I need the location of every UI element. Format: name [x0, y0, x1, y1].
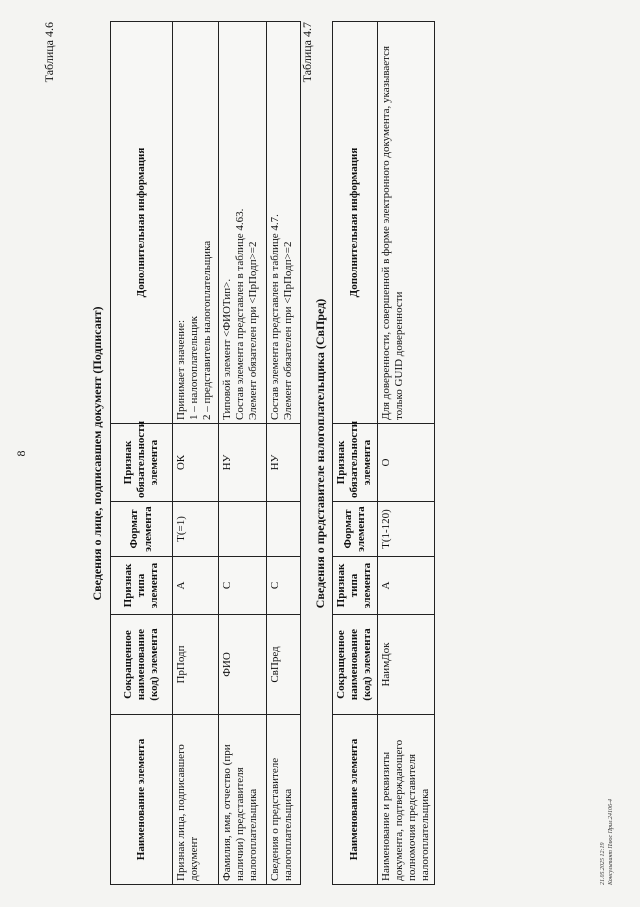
cell-type: А — [173, 557, 219, 615]
print-stamp — [600, 799, 616, 885]
header-element-name: Наименование элемента — [333, 715, 378, 885]
cell-element-name: Фамилия, имя, отчество (при наличии) представителя налогоплательщика — [219, 715, 267, 885]
cell-short-name: ПрПодп — [173, 615, 219, 715]
table-caption-4-6: Сведения о лице, подписавшем документ (Подписант) — [90, 306, 104, 601]
header-format: Формат элемента — [111, 502, 173, 557]
cell-additional-info: Типовой элемент <ФИОТип>. Состав элемента представлен в таблице 4.63. Элемент обязателен при <ПрПодп>=2 — [219, 22, 267, 424]
header-element-name: Наименование элемента — [111, 715, 173, 885]
cell-element-name: Признак лица, подписавшего документ — [173, 715, 219, 885]
stamp-date: 21.05.2025 12:19 — [600, 842, 606, 885]
cell-required: НУ — [219, 424, 267, 502]
cell-format — [219, 502, 267, 557]
table-row — [377, 22, 435, 885]
cell-type: С — [267, 557, 301, 615]
cell-additional-info: Принимает значение: 1 – налогоплательщик 2 – представитель налогоплательщика — [173, 22, 219, 424]
table-representative — [332, 21, 435, 885]
cell-element-name: Сведения о представителе налогоплательщика — [267, 715, 301, 885]
header-additional-info: Дополнительная информация — [111, 22, 173, 424]
table-label-4-6: Таблица 4.6 — [42, 22, 56, 83]
cell-required: О — [377, 424, 435, 502]
stamp-source: Консультант Плюс Прил.24106-4 — [607, 798, 614, 885]
table-signatory — [110, 21, 301, 885]
header-format: Формат элемента — [333, 502, 378, 557]
cell-short-name: НаимДок — [377, 615, 435, 715]
cell-format: T(=1) — [173, 502, 219, 557]
cell-type: А — [377, 557, 435, 615]
table-caption-4-7: Сведения о представителе налогоплательщика (СвПред) — [313, 298, 327, 609]
table-row — [219, 22, 267, 885]
cell-required: ОК — [173, 424, 219, 502]
header-additional-info: Дополнительная информация — [333, 22, 378, 424]
cell-short-name: ФИО — [219, 615, 267, 715]
cell-element-name: Наименование и реквизиты документа, подтверждающего полномочия представителя налогоплательщика — [377, 715, 435, 885]
cell-format — [267, 502, 301, 557]
header-short-name: Сокращенное наименование (код) элемента — [333, 615, 378, 715]
header-type: Признак типа элемента — [111, 557, 173, 615]
cell-additional-info: Для доверенности, совершенной в форме электронного документа, указывается только GUID доверенности — [377, 22, 435, 424]
cell-additional-info: Состав элемента представлен в таблице 4.7. Элемент обязателен при <ПрПодп>=2 — [267, 22, 301, 424]
header-type: Признак типа элемента — [333, 557, 378, 615]
cell-format: T(1-120) — [377, 502, 435, 557]
table-label-4-7: Таблица 4.7 — [300, 22, 314, 83]
cell-type: С — [219, 557, 267, 615]
header-short-name: Сокращенное наименование (код) элемента — [111, 615, 173, 715]
table-row — [173, 22, 219, 885]
header-required: Признак обязательности элемента — [333, 424, 378, 502]
table-row — [267, 22, 301, 885]
cell-required: НУ — [267, 424, 301, 502]
page-number: 8 — [14, 450, 28, 457]
header-required: Признак обязательности элемента — [111, 424, 173, 502]
table-header-row — [111, 22, 173, 885]
table-header-row — [333, 22, 378, 885]
cell-short-name: СвПред — [267, 615, 301, 715]
